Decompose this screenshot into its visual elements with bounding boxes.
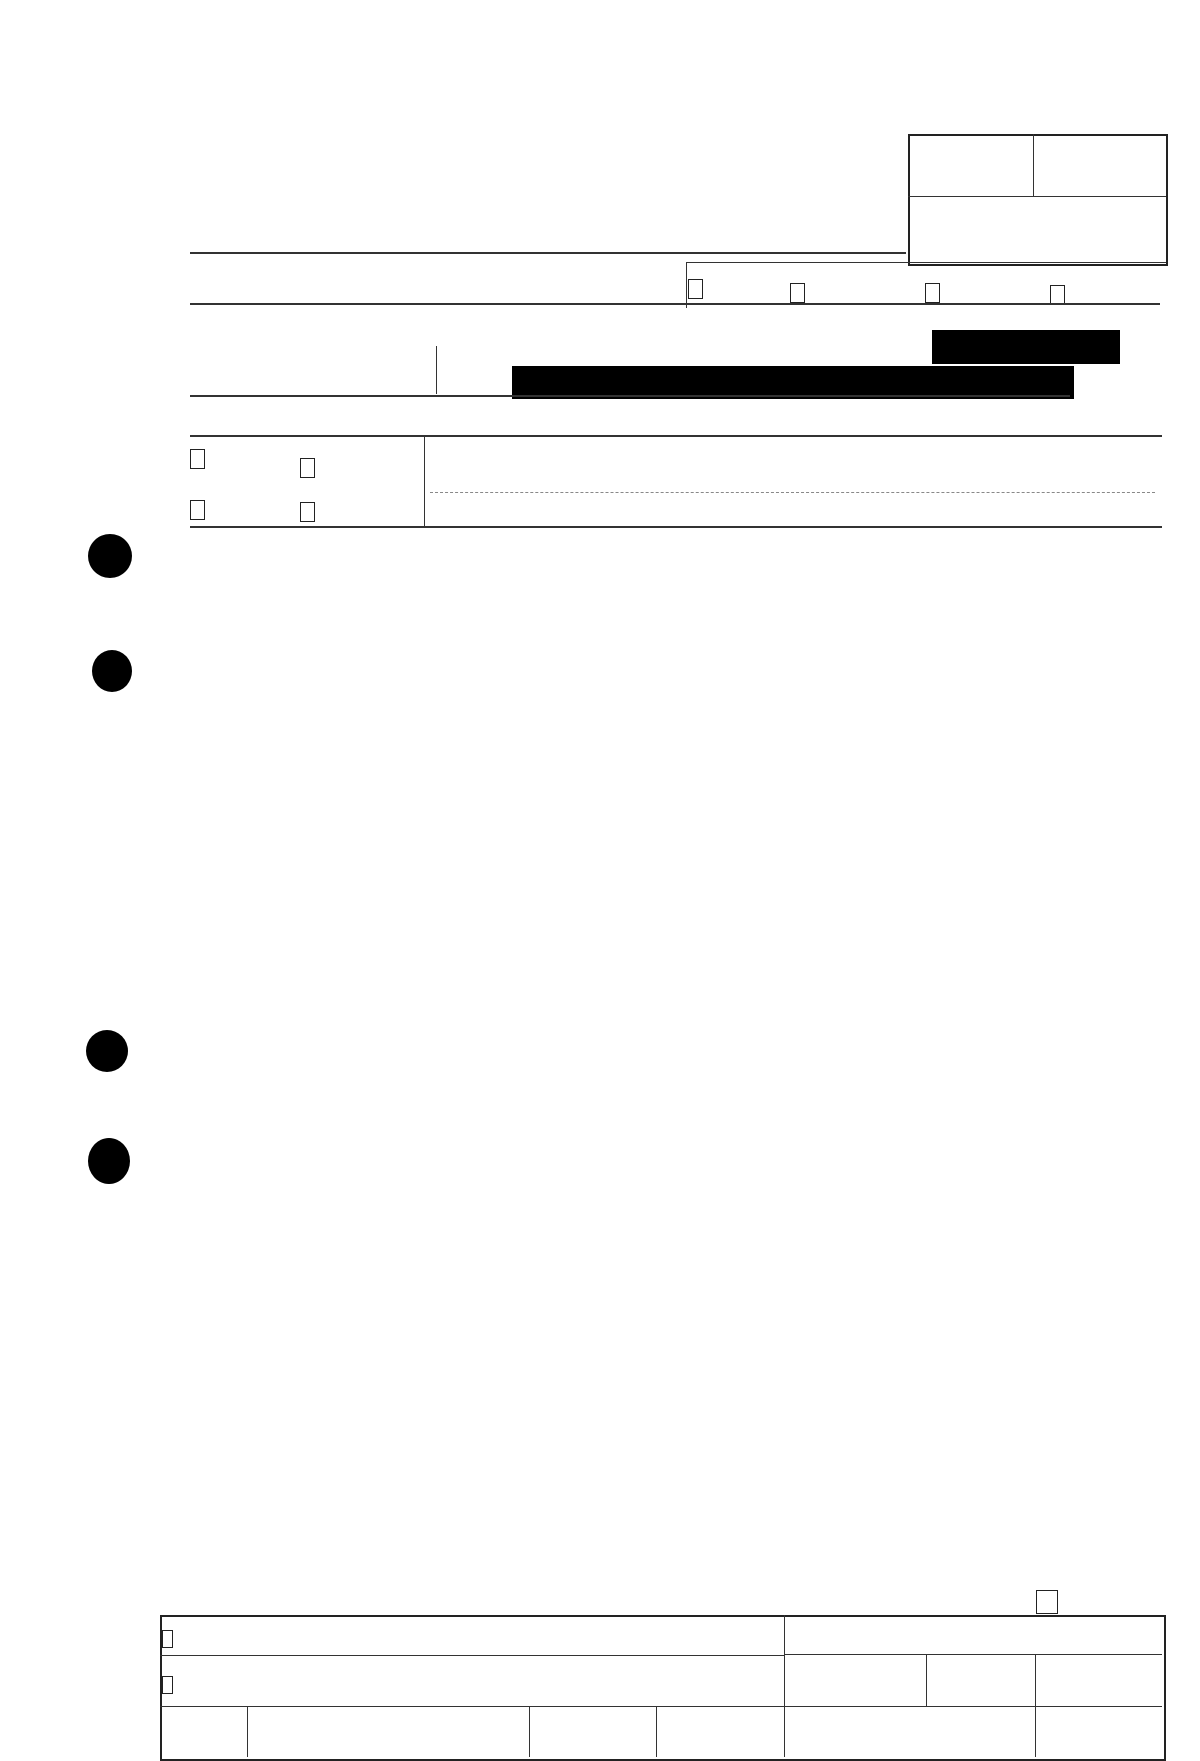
checkbox-nr[interactable] xyxy=(1050,285,1065,305)
punch-hole xyxy=(92,650,132,692)
checkbox-gods[interactable] xyxy=(190,500,205,520)
punch-hole xyxy=(88,534,132,578)
checkbox-ankytas[interactable] xyxy=(162,1630,173,1648)
checkbox-misstankt-person[interactable] xyxy=(190,449,205,469)
checkbox-per-brev[interactable] xyxy=(925,283,940,303)
checkbox-anknyter[interactable] xyxy=(162,1676,173,1694)
forts-blad-checkbox-real[interactable] xyxy=(1036,1590,1058,1614)
punch-hole xyxy=(86,1030,128,1072)
checkbox-gods-2[interactable] xyxy=(300,502,315,522)
footer-box xyxy=(160,1615,1166,1761)
punch-hole xyxy=(88,1138,130,1184)
checkbox-per-telefon[interactable] xyxy=(790,283,805,303)
redaction-address xyxy=(932,330,1120,364)
checkbox-fordon[interactable] xyxy=(300,458,315,478)
checkbox-personligt-besok[interactable] xyxy=(688,279,703,299)
avsnitt-box xyxy=(908,134,1168,266)
